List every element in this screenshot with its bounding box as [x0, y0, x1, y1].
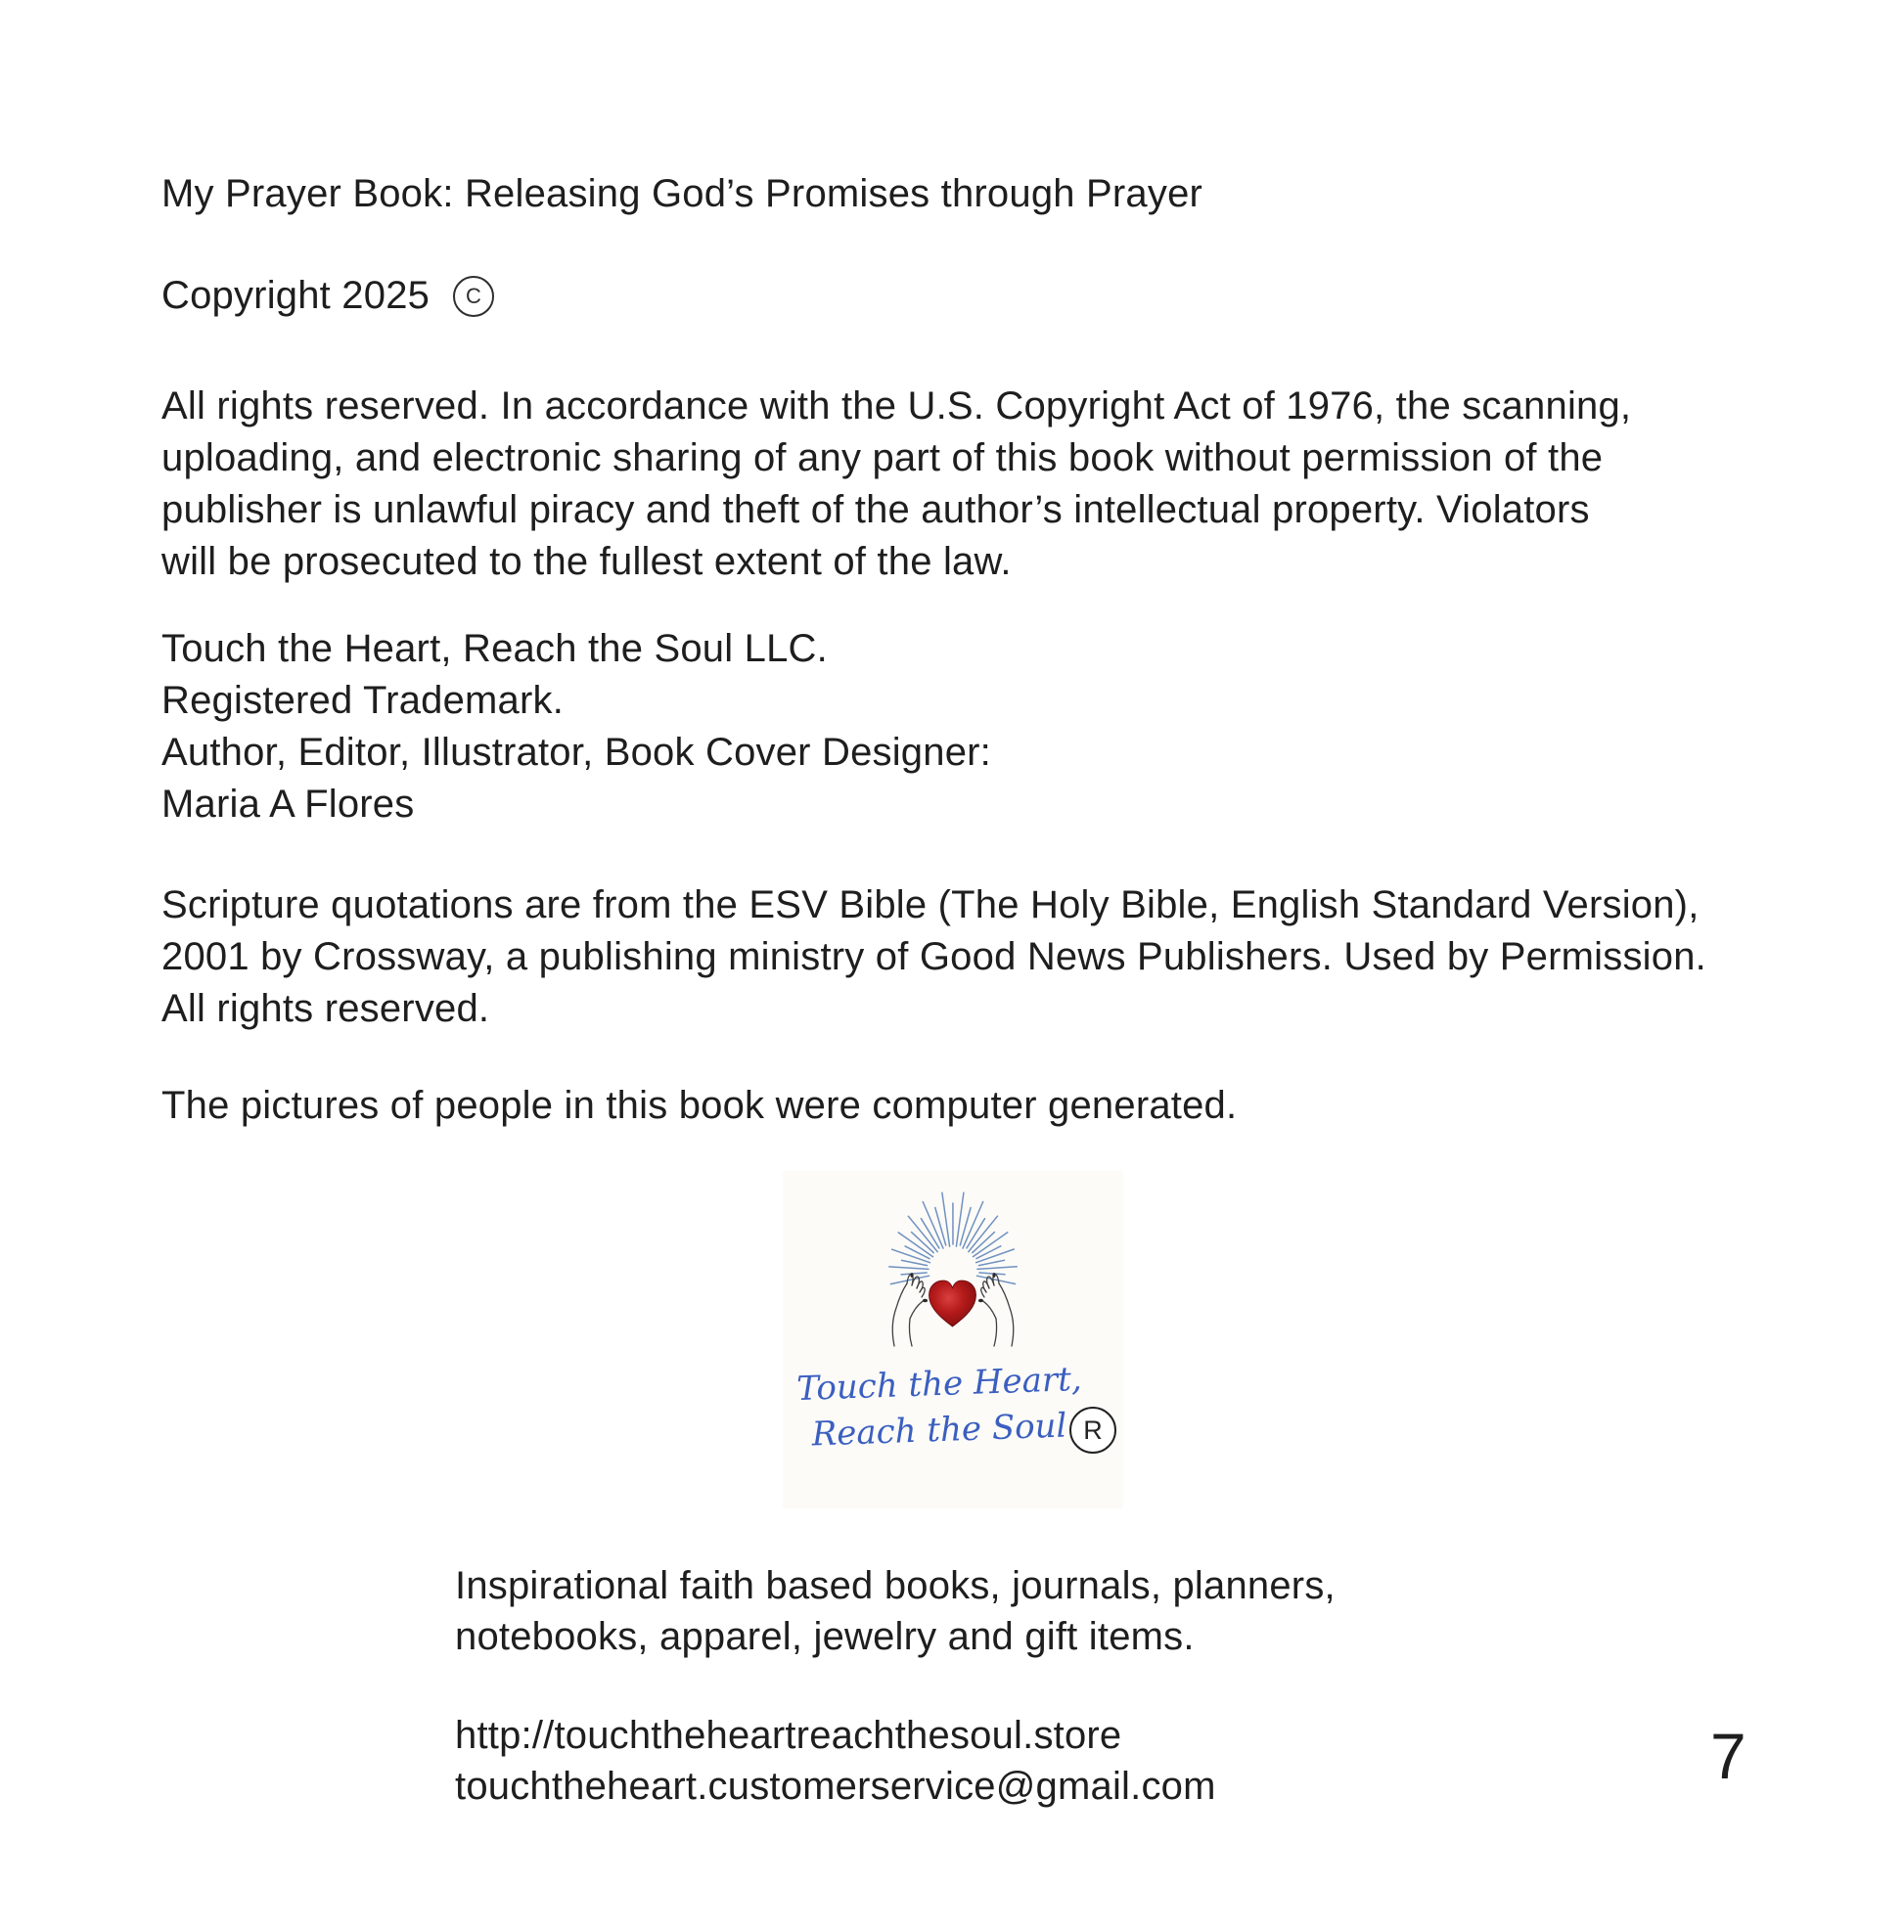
publisher-name: Touch the Heart, Reach the Soul LLC.: [161, 627, 828, 670]
scripture-notice: [161, 879, 1706, 1035]
copyright-text: Copyright 2025: [161, 274, 431, 317]
logo-artwork: [783, 1173, 1123, 1354]
trademark-line: Registered Trademark.: [161, 679, 565, 722]
publisher-info: [161, 623, 991, 831]
rights-paragraph: [161, 381, 1631, 588]
copyright-symbol-icon: C: [453, 276, 494, 317]
logo-script-line2: Reach the Soul: [810, 1406, 1067, 1455]
text-line: notebooks, apparel, jewelry and gift items.: [455, 1615, 1195, 1658]
text-line: publisher is unlawful piracy and theft of the author’s intellectual property. Violators: [161, 488, 1590, 531]
text-line: All rights reserved.: [161, 987, 490, 1030]
cgi-note: The pictures of people in this book were computer generated.: [161, 1084, 1238, 1127]
author-name: Maria A Flores: [161, 783, 415, 826]
page-number: 7: [1710, 1720, 1746, 1792]
footer-tagline: [455, 1560, 1336, 1662]
book-title: My Prayer Book: Releasing God’s Promises through Prayer: [161, 172, 1203, 215]
copyright-line: [161, 270, 494, 322]
text-line: Scripture quotations are from the ESV Bible (The Holy Bible, English Standard Version),: [161, 883, 1700, 926]
credits-line: Author, Editor, Illustrator, Book Cover Designer:: [161, 731, 991, 774]
text-line: Inspirational faith based books, journals, planners,: [455, 1564, 1336, 1607]
text-line: 2001 by Crossway, a publishing ministry of Good News Publishers. Used by Permission.: [161, 935, 1706, 978]
email-address: touchtheheart.customerservice@gmail.com: [455, 1765, 1216, 1808]
text-line: All rights reserved. In accordance with the U.S. Copyright Act of 1976, the scanning,: [161, 384, 1632, 427]
registered-trademark-icon: R: [1069, 1407, 1116, 1454]
heart-icon: [929, 1281, 976, 1326]
text-line: uploading, and electronic sharing of any part of this book without permission of the: [161, 436, 1604, 479]
right-hand-icon: [978, 1273, 1014, 1346]
left-hand-icon: [892, 1273, 928, 1346]
logo-script-line1: Touch the Heart,: [795, 1359, 1083, 1410]
text-line: will be prosecuted to the fullest extent of the law.: [161, 540, 1012, 583]
website-url: http://touchtheheartreachthesoul.store: [455, 1714, 1122, 1757]
sunburst-rays-icon: [889, 1192, 1017, 1283]
footer-contact: [455, 1710, 1216, 1812]
publisher-logo: [783, 1171, 1123, 1508]
